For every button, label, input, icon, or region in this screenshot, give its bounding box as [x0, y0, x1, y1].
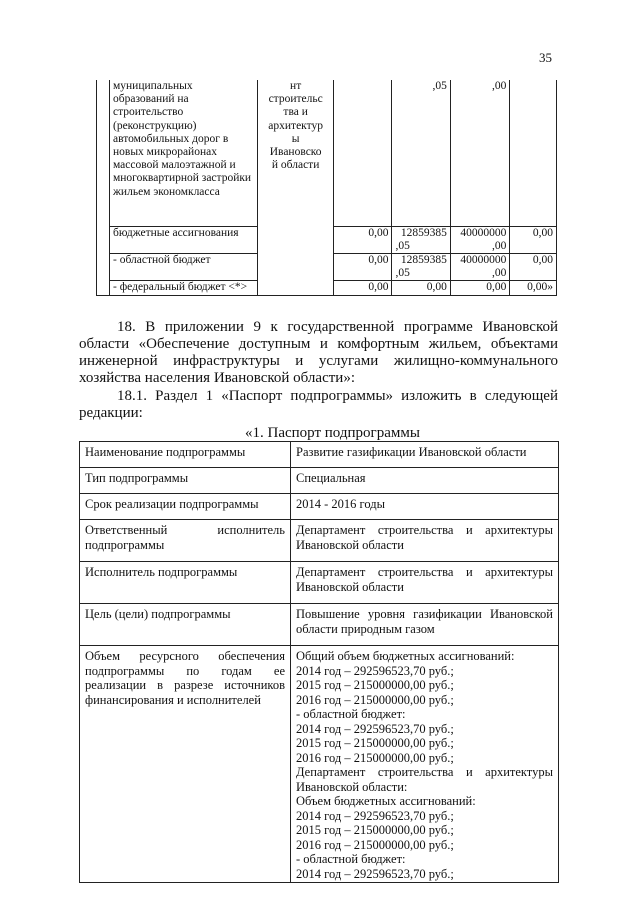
paragraph-18-1: 18.1. Раздел 1 «Паспорт подпрограммы» изложить в следующей редакции: [79, 388, 558, 421]
value-2015-cell: ,05 [392, 80, 450, 226]
row-value: Департамент строительства и архитектуры Ивановской области [291, 562, 559, 604]
executor-cell: нт строительс тва и архитектур ы Ивановско й области [258, 80, 334, 226]
table-row [80, 646, 559, 883]
row-label: Цель (цели) подпрограммы [80, 604, 291, 646]
table-row: бюджетные ассигнования 0,00 12859385 ,05 40000000 ,00 0,00 [97, 226, 557, 253]
row-value: 2014 - 2016 годы [291, 494, 559, 520]
row-value: Специальная [291, 468, 559, 494]
funding-label: Объем ресурсного обеспечения подпрограммы по годам ее реализации в разрезе источников финансирования и исполнителей [80, 646, 291, 883]
table-row [97, 80, 557, 226]
table-row [80, 562, 559, 604]
row-label: - федеральный бюджет <*> [109, 281, 257, 295]
row-value: Департамент строительства и архитектуры Ивановской области [291, 520, 559, 562]
row-label: Наименование подпрограммы [80, 442, 291, 468]
row-label: - областной бюджет [109, 253, 257, 280]
value-2014-cell [334, 80, 392, 226]
table-row: - федеральный бюджет <*> 0,00 0,00 0,00 0,00» [97, 281, 557, 295]
row-value: Развитие газификации Ивановской области [291, 442, 559, 468]
table-row [80, 442, 559, 468]
empty-cell [97, 80, 110, 226]
table-row [80, 468, 559, 494]
budget-continuation-table [96, 80, 557, 296]
program-description-cell: муниципальных образований на строительство (реконструкцию) автомобильных дорог в новых микрорайонах массовой малоэтажной и многоквартирной застройки жильем экономкласса [109, 80, 257, 226]
paragraph-18: 18. В приложении 9 к государственной программе Ивановской области «Обеспечение доступным и комфортным жильем, объектами инженерной инфраструктуры и услугами жилищно-коммунального хозяйства населения Ивановской области»: [79, 319, 558, 386]
value-2017-cell [510, 80, 557, 226]
table-row: - областной бюджет 0,00 12859385 ,05 40000000 ,00 0,00 [97, 253, 557, 280]
row-label: бюджетные ассигнования [109, 226, 257, 253]
row-label: Ответственный исполнитель подпрограммы [80, 520, 291, 562]
passport-caption: «1. Паспорт подпрограммы [245, 425, 420, 441]
row-label: Исполнитель подпрограммы [80, 562, 291, 604]
row-value: Повышение уровня газификации Ивановской области природным газом [291, 604, 559, 646]
funding-lines: Общий объем бюджетных ассигнований: 2014 год – 292596523,70 руб.; 2015 год – 215000000,00 руб.; 2016 год – 215000000,00 руб.; - областной бюджет: 2014 год – 292596523,70 руб.; 2015 год – 215000000,00 руб.; 2016 год – 215000000,00 руб.; Департамент строительства и архитектуры Ивановской области: Объем бюджетных ассигнований: 2014 год – 292596523,70 руб.; 2015 год – 215000000,00 руб.; 2016 год – 215000000,00 руб.; - областной бюджет: 2014 год – 292596523,70 руб.; [291, 646, 559, 883]
row-label: Тип подпрограммы [80, 468, 291, 494]
page-number: 35 [539, 50, 552, 65]
value-2016-cell: ,00 [450, 80, 510, 226]
table-row [80, 604, 559, 646]
table-row [80, 494, 559, 520]
table-row [80, 520, 559, 562]
row-label: Срок реализации подпрограммы [80, 494, 291, 520]
passport-table [79, 441, 559, 883]
